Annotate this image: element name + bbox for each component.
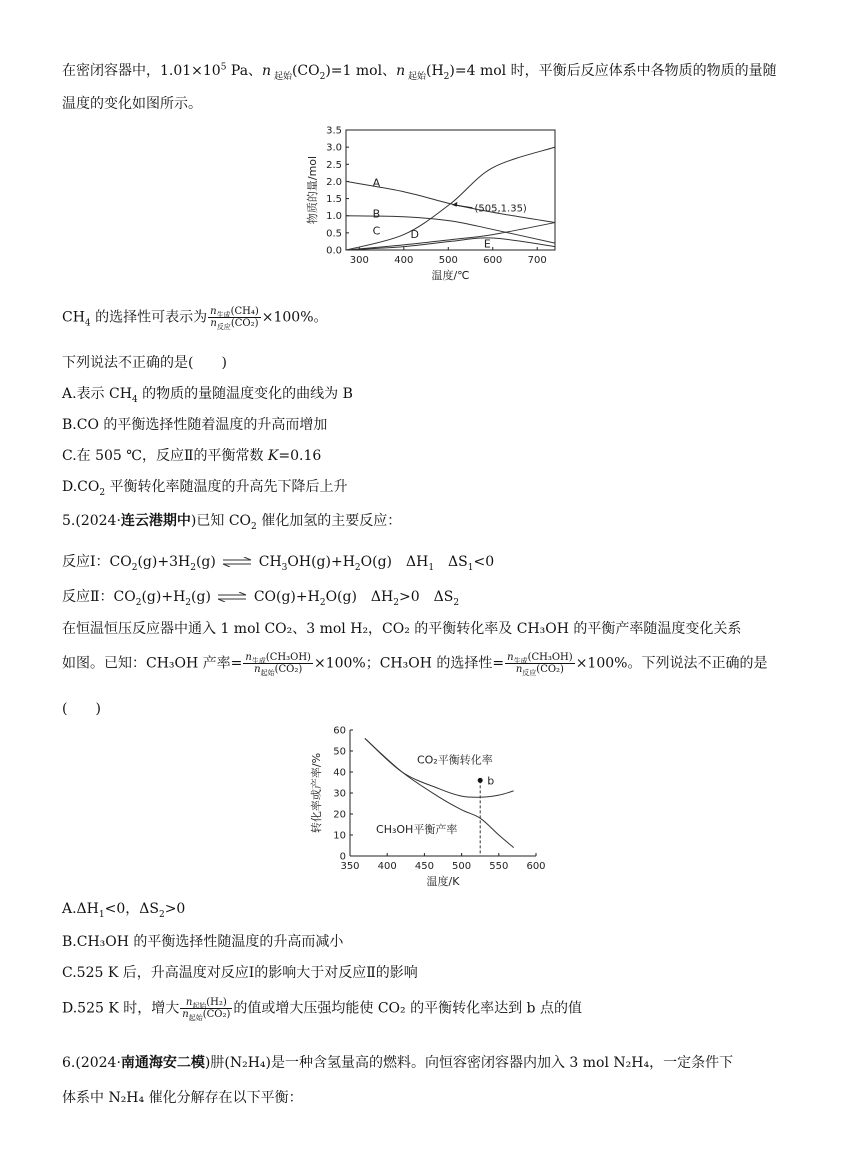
ch3oh-curve-label: CH₃OH平衡产率 bbox=[376, 822, 458, 836]
x-tick-label: 600 bbox=[483, 255, 503, 266]
y-tick-label: 10 bbox=[333, 830, 346, 842]
curve-label-A: A bbox=[372, 176, 381, 190]
q5-option-c: C.525 K 后，升高温度对反应Ⅰ的影响大于对反应Ⅱ的影响 bbox=[62, 965, 418, 981]
y-tick-label: 20 bbox=[333, 809, 346, 821]
point-b-marker bbox=[478, 778, 483, 783]
y-tick-label: 0 bbox=[339, 851, 346, 863]
q5-option-b: B.CH₃OH 的平衡选择性随温度的升高而减小 bbox=[62, 934, 344, 950]
y-tick-label: 0.5 bbox=[326, 228, 342, 240]
reaction-1: 反应Ⅰ：$CO_2(g)+3H_2(g)$ $CH_3OH(g)+H_2O(g)$ $\Delta H_1$ $\Delta S_1<0$ bbox=[62, 554, 495, 573]
y-tick-label: 1.0 bbox=[326, 211, 342, 223]
selectivity-fraction-2: $\frac{n_{生成}(CH_3OH)}{n_{反应}(CO_2)}$ bbox=[507, 652, 573, 677]
y-tick-label: 60 bbox=[333, 725, 346, 737]
x-tick-label: 400 bbox=[394, 255, 414, 266]
intro-line-1: 在密闭容器中，$1.01\times 10^5$ Pa、n $_{起始}(CO_2)=1$ mol、n $_{起始}(H_2)=4$ mol 时，平衡后反应体系中各物质的物质的量随 bbox=[62, 62, 777, 82]
q5-answer-paren: ( ) bbox=[62, 701, 101, 717]
curve-label-B: B bbox=[372, 207, 381, 221]
y-tick-label: 40 bbox=[333, 767, 346, 779]
equilibrium-arrow-icon bbox=[217, 592, 247, 602]
ch4-selectivity-line: $CH_4$ 的选择性可表示为 $\frac{n_{生成}(CH_4)}{n_{反应}(CO_2)}$ ×100%。 bbox=[62, 306, 328, 331]
q4-option-a: A.表示 $CH_4$ 的物质的量随温度变化的曲线为 B bbox=[62, 386, 353, 405]
x-axis-label: 温度/℃ bbox=[431, 269, 470, 282]
point-b-label: b bbox=[487, 774, 495, 788]
curve-label-D: D bbox=[410, 228, 419, 241]
intro-line-2: 温度的变化如图所示。 bbox=[62, 96, 202, 112]
co2-curve-label: CO₂平衡转化率 bbox=[416, 753, 493, 767]
x-tick-label: 700 bbox=[527, 255, 547, 266]
q5-option-a: $A.\Delta H_1<0$，$\Delta S_2>0$ bbox=[62, 901, 186, 920]
x-tick-label: 450 bbox=[414, 861, 434, 872]
ratio-fraction: $\frac{n_{起始}(H_2)}{n_{起始}(CO_2)}$ bbox=[182, 997, 231, 1022]
curve-label-C: C bbox=[372, 224, 381, 238]
q4-stem: 下列说法不正确的是( ) bbox=[62, 355, 227, 371]
y-tick-label: 0.0 bbox=[326, 245, 342, 257]
y-tick-label: 1.5 bbox=[326, 194, 342, 206]
x-axis-label: 温度/K bbox=[426, 875, 460, 888]
q6-line-2: 体系中 N₂H₄ 催化分解存在以下平衡： bbox=[62, 1090, 303, 1106]
co2-conversion-curve bbox=[365, 738, 514, 797]
x-tick-label: 500 bbox=[452, 861, 472, 872]
x-tick-label: 350 bbox=[340, 861, 360, 872]
annotation-label: (505,1.35) bbox=[474, 203, 527, 215]
y-axis-label: 物质的量/mol bbox=[306, 155, 319, 225]
x-tick-label: 600 bbox=[526, 861, 546, 872]
q5-body-2: 如图。已知：CH₃OH 产率= $\frac{n_{生成}(CH_3OH)}{n_{起始}(CO_2)}$ ×100%；CH₃OH 的选择性= $\frac{n_{生成}(CH_3OH)}{n_{反应}(CO_2)}$ ×100%。下列说法不正确的是 bbox=[62, 652, 768, 677]
equilibrium-arrow-icon bbox=[222, 557, 252, 567]
q5-option-d: D.525 K 时，增大 $\frac{n_{起始}(H_2)}{n_{起始}(CO_2)}$ 的值或增大压强均能使 CO₂ 的平衡转化率达到 b 点的值 bbox=[62, 997, 582, 1022]
x-tick-label: 500 bbox=[438, 255, 458, 266]
curve-label-E: E bbox=[483, 237, 491, 251]
y-tick-label: 2.0 bbox=[326, 176, 342, 188]
chart-moles-vs-temperature bbox=[300, 118, 570, 294]
y-tick-label: 50 bbox=[333, 746, 346, 758]
y-axis-label: 转化率或产率/% bbox=[310, 752, 323, 834]
q6-heading: 6.(2024·南通海安二模)肼(N₂H₄)是一种含氢量高的燃料。向恒容密闭容器内加入 3 mol N₂H₄，一定条件下 bbox=[62, 1055, 734, 1071]
q5-heading: 5.(2024·连云港期中)已知 $CO_2$ 催化加氢的主要反应： bbox=[62, 513, 402, 532]
x-tick-label: 550 bbox=[489, 861, 509, 872]
x-tick-label: 300 bbox=[349, 255, 369, 266]
reaction-2: 反应Ⅱ：$CO_2(g)+H_2(g)$ $CO(g)+H_2O(g)$ $\Delta H_2>0$ $\Delta S_2$ bbox=[62, 589, 460, 608]
y-tick-label: 3.0 bbox=[326, 142, 342, 154]
selectivity-fraction: $\frac{n_{生成}(CH_4)}{n_{反应}(CO_2)}$ bbox=[210, 306, 259, 331]
y-tick-label: 2.5 bbox=[326, 159, 342, 171]
q5-body-1: 在恒温恒压反应器中通入 1 mol CO₂、3 mol H₂，CO₂ 的平衡转化率及 CH₃OH 的平衡产率随温度变化关系 bbox=[62, 621, 742, 637]
chart-conversion-vs-temperature bbox=[306, 720, 556, 892]
yield-fraction: $\frac{n_{生成}(CH_3OH)}{n_{起始}(CO_2)}$ bbox=[245, 652, 311, 677]
q4-option-b: B.CO 的平衡选择性随着温度的升高而增加 bbox=[62, 417, 328, 433]
y-tick-label: 30 bbox=[333, 788, 346, 800]
q4-option-d: $D.CO_2$ 平衡转化率随温度的升高先下降后上升 bbox=[62, 479, 348, 498]
x-tick-label: 400 bbox=[377, 861, 397, 872]
q4-option-c: C.在 505 ℃，反应Ⅱ的平衡常数 K=0.16 bbox=[62, 448, 322, 464]
y-tick-label: 3.5 bbox=[326, 125, 342, 137]
